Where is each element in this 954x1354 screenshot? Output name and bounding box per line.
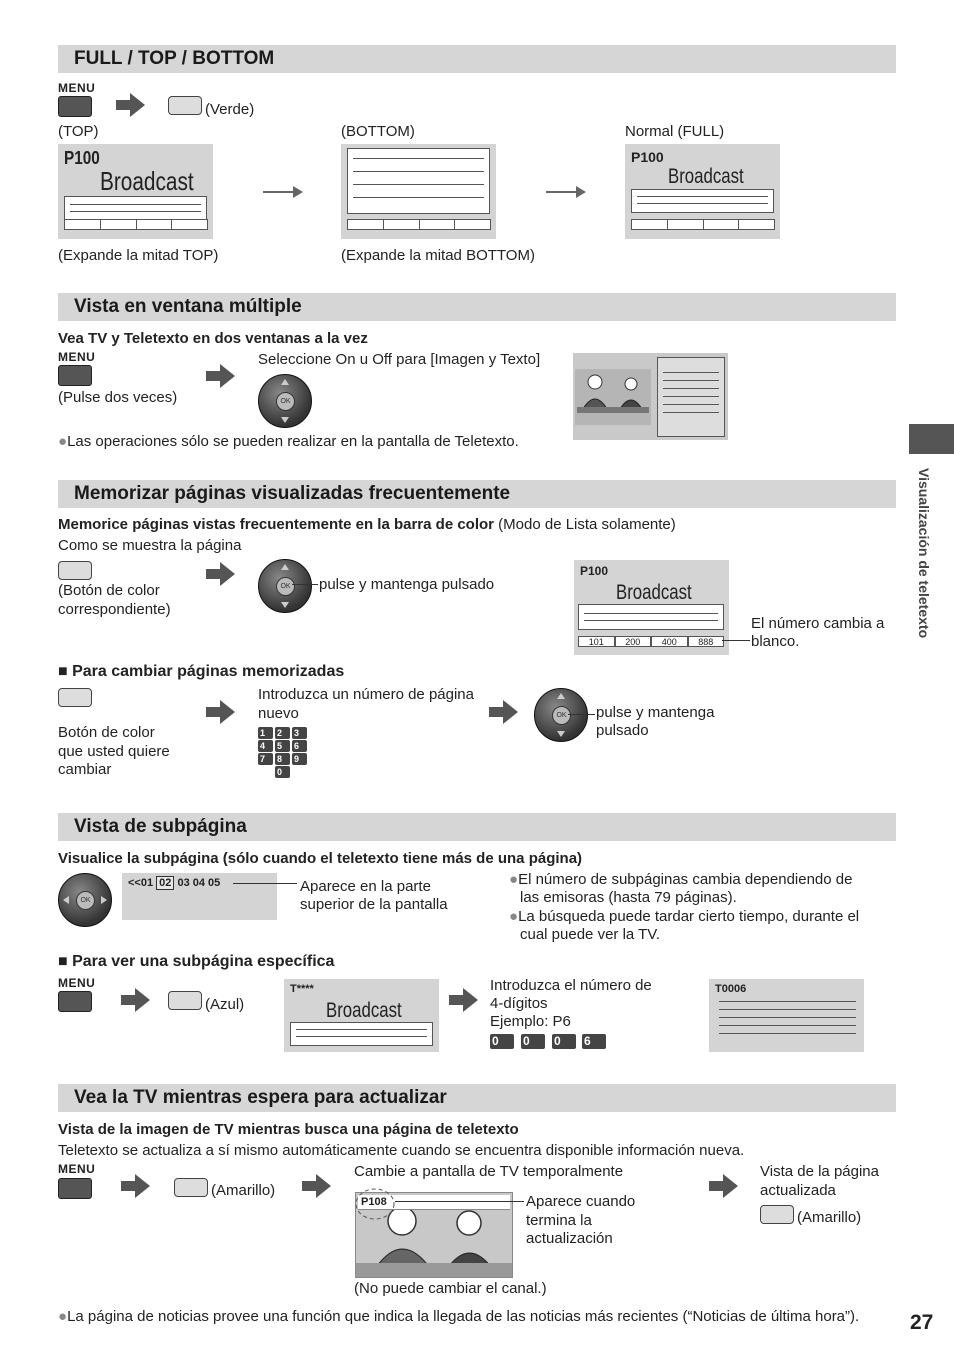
arrow-right-icon <box>449 987 479 1013</box>
section-title: Vea la TV mientras espera para actualizar <box>74 1087 447 1108</box>
sub-bullet1-line2: las emisoras (hasta 79 páginas). <box>520 889 737 906</box>
page-number: 27 <box>910 1311 934 1334</box>
teletext-window <box>657 357 725 437</box>
number-key-0[interactable]: 0 <box>275 766 290 778</box>
color-want-line1: Botón de color <box>58 724 155 741</box>
memorized-page-cell: 200 <box>615 636 652 647</box>
leader-line <box>722 640 750 641</box>
leader-line <box>568 714 595 715</box>
multi-window-screen <box>573 353 728 440</box>
specific-subpage-title: ■ Para ver una subpágina específica <box>58 953 335 970</box>
top-screen <box>58 144 213 239</box>
memorized-page-cell: 101 <box>578 636 615 647</box>
leader-line <box>292 584 318 585</box>
highlight-circle-icon <box>353 1187 397 1223</box>
multi-subtitle: Vea TV y Teletexto en dos ventanas a la vez <box>58 330 368 347</box>
subpage-strip-screen <box>122 873 277 920</box>
memo-subtitle-bold: Memorice páginas vistas frecuentemente en la barra de color <box>58 516 494 533</box>
menu-label: MENU <box>58 350 96 364</box>
full-screen <box>625 144 780 239</box>
digit-key-0[interactable]: 0 <box>490 1034 514 1049</box>
sub-bullet1-text: El número de subpáginas cambia dependiendo de <box>518 871 853 888</box>
menu-label: MENU <box>58 81 96 95</box>
yellow-button[interactable] <box>760 1205 794 1224</box>
color-bar <box>64 219 207 230</box>
appears-when-line1: Aparece cuando <box>526 1193 636 1210</box>
example-label: Ejemplo: P6 <box>490 1013 571 1030</box>
sub-bullet2-line2: cual puede ver la TV. <box>520 926 661 943</box>
change-tv-label: Cambie a pantalla de TV temporalmente <box>354 1163 624 1180</box>
arrow-right-icon <box>121 1173 151 1199</box>
arrow-right-icon <box>489 699 519 725</box>
arrow-right-icon <box>709 1173 739 1199</box>
number-key-3[interactable]: 3 <box>292 727 307 739</box>
page-number-p100: P100 <box>64 148 100 168</box>
arrow-right-icon <box>116 92 146 118</box>
broadcast-text: Broadcast <box>616 581 692 604</box>
updated-line1: Vista de la página <box>760 1163 879 1180</box>
specific-subpage-title-text: Para ver una subpágina específica <box>72 953 335 970</box>
arrow-right-icon <box>302 1173 332 1199</box>
amarillo-label: (Amarillo) <box>211 1182 276 1199</box>
tv-picture-newscasters <box>575 369 651 425</box>
dpad-control[interactable] <box>58 873 112 927</box>
num-change-line1: El número cambia a <box>751 615 885 632</box>
tv-picture-screen <box>355 1192 513 1278</box>
press-twice-label: (Pulse dos veces) <box>58 389 178 406</box>
sub-bullet2-text: La búsqueda puede tardar cierto tiempo, durante el <box>518 908 860 925</box>
dpad-control[interactable] <box>258 374 312 428</box>
expand-top-label: (Expande la mitad TOP) <box>58 247 219 264</box>
enter-num-line2: nuevo <box>258 705 299 722</box>
number-key-2[interactable]: 2 <box>275 727 290 739</box>
menu-button[interactable] <box>58 991 92 1012</box>
tstars-screen <box>284 979 439 1052</box>
text-lines <box>347 148 490 214</box>
arrow-right-icon <box>206 699 236 725</box>
menu-label: MENU <box>58 976 96 990</box>
memorized-page-cell: 400 <box>651 636 688 647</box>
number-key-4[interactable]: 4 <box>258 740 273 752</box>
color-want-line3: cambiar <box>58 761 112 778</box>
page-number-p108: P108 <box>361 1196 387 1208</box>
updated-line2: actualizada <box>760 1182 836 1199</box>
subpage-strip-rest: 03 04 05 <box>177 877 221 889</box>
broadcast-text: Broadcast <box>100 166 194 196</box>
page-number-p100: P100 <box>631 149 664 165</box>
memo-subtitle <box>58 515 676 534</box>
subpage-strip-prefix: <<01 <box>128 877 154 889</box>
section-title: Memorizar páginas visualizadas frecuentemente <box>74 483 511 504</box>
multi-note: ●Las operaciones sólo se pueden realizar en la pantalla de Teletexto. <box>58 433 519 450</box>
tstars-page: T**** <box>290 983 314 995</box>
bottom-label: (BOTTOM) <box>341 123 415 140</box>
blue-button[interactable] <box>168 991 202 1010</box>
ok-button[interactable]: OK <box>276 577 295 596</box>
appears-line1: Aparece en la parte <box>300 878 431 895</box>
digit-key-0[interactable]: 0 <box>521 1034 545 1049</box>
ok-button[interactable]: OK <box>552 706 571 725</box>
section-wait-header <box>58 1084 896 1112</box>
change-memorized-title-text: Para cambiar páginas memorizadas <box>72 663 345 680</box>
appears-when-line3: actualización <box>526 1230 613 1247</box>
ok-button[interactable]: OK <box>76 891 95 910</box>
dpad-control[interactable] <box>534 688 588 742</box>
enter-num-line1: Introduzca un número de página <box>258 686 474 703</box>
number-key-5[interactable]: 5 <box>275 740 290 752</box>
broadcast-text: Broadcast <box>668 165 744 188</box>
section-sub-header <box>58 813 896 841</box>
multi-note-text: Las operaciones sólo se pueden realizar en la pantalla de Teletexto. <box>67 433 519 450</box>
menu-button[interactable] <box>58 365 92 386</box>
amarillo2-label: (Amarillo) <box>797 1209 862 1226</box>
wait-description: Teletexto se actualiza a sí mismo automáticamente cuando se encuentra disponible información nueva. <box>58 1142 745 1159</box>
section-memo-header <box>58 480 896 508</box>
news-note: ●La página de noticias provee una función que indica la llegada de las noticias más recientes (“Noticias de última hora”). <box>58 1308 860 1325</box>
arrow-right-icon <box>546 185 586 199</box>
color-button[interactable] <box>58 688 92 707</box>
number-key-9[interactable]: 9 <box>292 753 307 765</box>
arrow-right-icon <box>121 987 151 1013</box>
azul-label: (Azul) <box>205 996 245 1013</box>
side-tab <box>909 424 954 454</box>
hold-label: pulse y mantenga pulsado <box>319 576 495 593</box>
top-label: (TOP) <box>58 123 99 140</box>
text-lines <box>631 189 774 213</box>
color-want-line2: que usted quiere <box>58 743 170 760</box>
number-key-8[interactable]: 8 <box>275 753 290 765</box>
num-change-line2: blanco. <box>751 633 800 650</box>
subpage-strip <box>128 877 220 889</box>
enter4-line1: Introduzca el número de <box>490 977 652 994</box>
menu-button[interactable] <box>58 96 92 117</box>
color-bar <box>631 219 774 230</box>
yellow-button[interactable] <box>174 1178 208 1197</box>
leader-line <box>233 883 297 884</box>
menu-button[interactable] <box>58 1178 92 1199</box>
section-multi-header <box>58 293 896 321</box>
as-shown-label: Como se muestra la página <box>58 537 242 554</box>
verde-label: (Verde) <box>205 101 255 118</box>
color-button[interactable] <box>58 561 92 580</box>
appears-when-line2: termina la <box>526 1212 592 1229</box>
change-memorized-title: ■ Para cambiar páginas memorizadas <box>58 663 345 680</box>
arrow-right-icon <box>263 185 303 199</box>
section-title: Vista en ventana múltiple <box>74 296 302 317</box>
memo-subtitle-normal: (Modo de Lista solamente) <box>498 516 676 533</box>
page-number-p100: P100 <box>580 564 609 578</box>
color-bar <box>347 219 490 230</box>
broadcast-text: Broadcast <box>326 999 402 1022</box>
wait-subtitle: Vista de la imagen de TV mientras busca una página de teletexto <box>58 1121 519 1138</box>
section-full-header <box>58 45 896 73</box>
t0006-screen <box>709 979 864 1052</box>
hold2-line1: pulse y mantenga <box>596 704 715 721</box>
dpad-control[interactable] <box>258 559 312 613</box>
appears-line2: superior de la pantalla <box>300 896 448 913</box>
sub-subtitle: Visualice la subpágina (sólo cuando el teletexto tiene más de una página) <box>58 850 583 867</box>
text-lines <box>290 1022 433 1046</box>
number-key-7[interactable]: 7 <box>258 753 273 765</box>
enter4-line2: 4-dígitos <box>490 995 548 1012</box>
green-button[interactable] <box>168 96 202 115</box>
digit-key-0[interactable]: 0 <box>552 1034 576 1049</box>
ok-button[interactable]: OK <box>276 392 295 411</box>
number-key-6[interactable]: 6 <box>292 740 307 752</box>
color-btn-line1: (Botón de color <box>58 582 160 599</box>
menu-label: MENU <box>58 1162 96 1176</box>
sub-bullet2-line1: ●La búsqueda puede tardar cierto tiempo, durante el <box>509 908 860 925</box>
t0006-page: T0006 <box>715 983 747 995</box>
arrow-right-icon <box>206 561 236 587</box>
memo-screen <box>574 560 729 655</box>
number-key-1[interactable]: 1 <box>258 727 273 739</box>
normal-label: Normal (FULL) <box>625 123 725 140</box>
memorized-page-cell: 888 <box>688 636 725 647</box>
digit-key-6[interactable]: 6 <box>582 1034 606 1049</box>
subpage-selected: 02 <box>156 876 174 890</box>
section-title: Vista de subpágina <box>74 816 247 837</box>
select-on-off-text: Seleccione On u Off para [Imagen y Texto] <box>258 351 541 368</box>
news-note-text: La página de noticias provee una función que indica la llegada de las noticias más recientes (“Noticias de última hora”). <box>67 1308 860 1325</box>
hold2-line2: pulsado <box>596 722 649 739</box>
leader-line <box>395 1201 524 1202</box>
text-lines <box>578 604 724 630</box>
arrow-right-icon <box>206 363 236 389</box>
expand-bottom-label: (Expande la mitad BOTTOM) <box>341 247 535 264</box>
bottom-screen <box>341 144 496 239</box>
section-title: FULL / TOP / BOTTOM <box>74 48 275 69</box>
no-change-label: (No puede cambiar el canal.) <box>354 1280 547 1297</box>
memorized-pages-bar <box>578 636 724 647</box>
sub-bullet1-line1: ●El número de subpáginas cambia dependiendo de <box>509 871 853 888</box>
color-btn-line2: correspondiente) <box>58 601 171 618</box>
side-label: Visualización de teletexto <box>916 468 932 639</box>
